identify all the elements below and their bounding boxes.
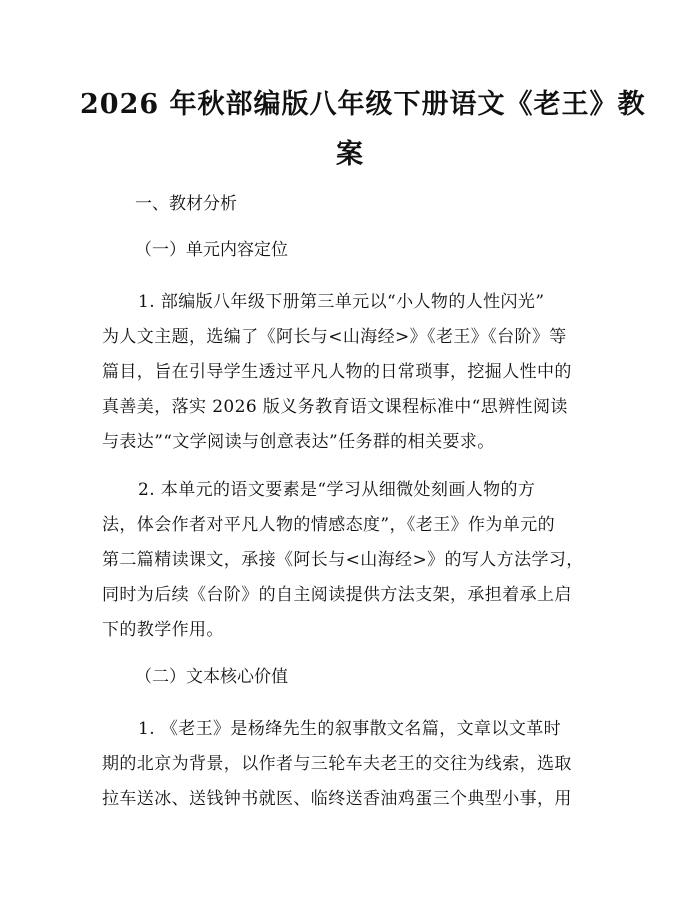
paragraph-line: 同时为后续《台阶》的自主阅读提供方法支架，承担着承上启	[102, 585, 572, 605]
paragraph-line: 篇目，旨在引导学生透过平凡人物的日常琐事，挖掘人性中的	[102, 362, 572, 382]
paragraph-language-elements	[102, 473, 602, 648]
paragraph-text-value	[102, 712, 602, 817]
paragraph-line: 下的教学作用。	[102, 620, 224, 640]
paragraph-line: 1. 《老王》是杨绛先生的叙事散文名篇，文章以文革时	[138, 719, 562, 739]
paragraph-line: 期的北京为背景，以作者与三轮车夫老王的交往为线索，选取	[102, 754, 572, 774]
paragraph-line: 第二篇精读课文，承接《阿长与<山海经>》的写人方法学习，	[102, 550, 584, 570]
paragraph-line: 2. 本单元的语文要素是“学习从细微处刻画人物的方	[138, 480, 536, 500]
document-title	[80, 80, 646, 180]
section-heading-textbook-analysis: 一、教材分析	[135, 194, 237, 214]
paragraph-line: 1. 部编版八年级下册第三单元以“小人物的人性闪光”	[138, 292, 545, 312]
paragraph-line: 拉车送冰、送钱钟书就医、临终送香油鸡蛋三个典型小事，用	[102, 789, 572, 809]
paragraph-line: 法，体会作者对平凡人物的情感态度”，《老王》作为单元的	[102, 515, 555, 535]
title-line-1: 2026 年秋部编版八年级下册语文《老王》教	[80, 89, 646, 120]
title-line-2: 案	[336, 139, 364, 170]
paragraph-line: 真善美，落实 2026 版义务教育语文课程标准中“思辨性阅读	[102, 397, 568, 417]
subsection-heading-core-value: （二）文本核心价值	[135, 667, 288, 687]
paragraph-line: 为人文主题，选编了《阿长与<山海经>》《老王》《台阶》等	[102, 327, 567, 347]
paragraph-unit-theme	[102, 285, 602, 460]
paragraph-line: 与表达”“文学阅读与创意表达”任务群的相关要求。	[102, 432, 495, 452]
subsection-heading-unit-positioning: （一）单元内容定位	[135, 240, 288, 260]
